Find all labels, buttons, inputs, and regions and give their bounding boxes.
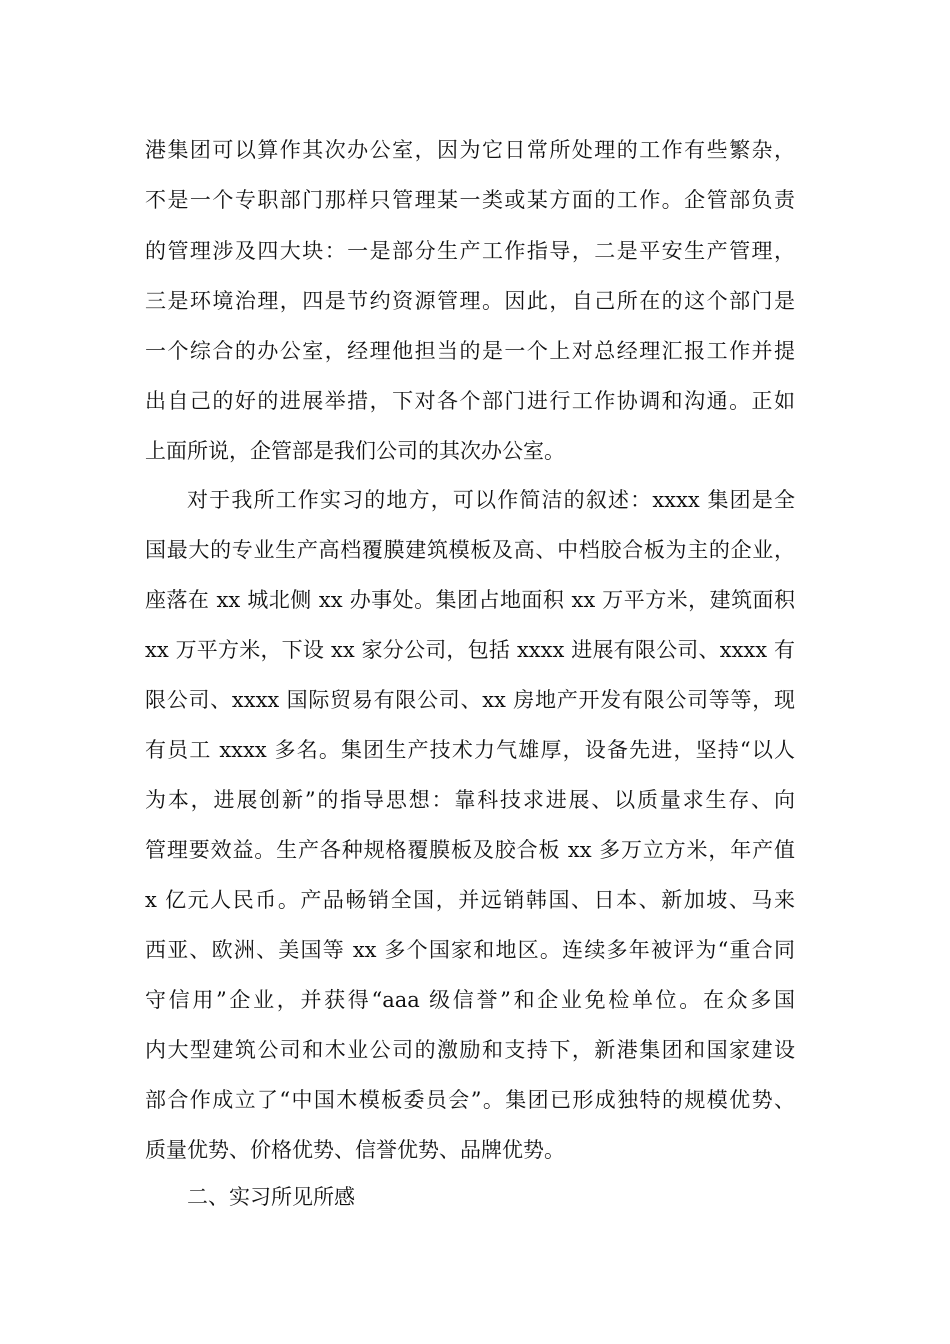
text-line: 质量优势、价格优势、信誉优势、品牌优势。 [145, 1138, 565, 1162]
text-line: 西亚、欧洲、美国等 xx 多个国家和地区。连续多年被评为“重合同 [145, 938, 795, 962]
text-line: 不是一个专职部门那样只管理某一类或某方面的工作。企管部负责 [145, 188, 795, 212]
text-line: 国最大的专业生产高档覆膜建筑模板及高、中档胶合板为主的企业， [145, 538, 795, 562]
text-line: x 亿元人民币。产品畅销全国，并远销韩国、日本、新加坡、马来 [145, 888, 795, 912]
text-line: 守信用”企业，并获得“aaa 级信誉”和企业免检单位。在众多国 [145, 988, 795, 1012]
text-line: 有员工 xxxx 多名。集团生产技术力气雄厚，设备先进，坚持“以人 [145, 738, 795, 762]
text-line: 内大型建筑公司和木业公司的激励和支持下，新港集团和国家建设 [145, 1038, 795, 1062]
text-line: 三是环境治理，四是节约资源管理。因此，自己所在的这个部门是 [145, 289, 795, 313]
text-line: xx 万平方米，下设 xx 家分公司，包括 xxxx 进展有限公司、xxxx 有 [145, 638, 795, 662]
section-heading-text: 二、实习所见所感 [187, 1185, 355, 1209]
text-line: 的管理涉及四大块：一是部分生产工作指导，二是平安生产管理， [145, 239, 795, 263]
text-line: 部合作成立了“中国木模板委员会”。集团已形成独特的规模优势、 [145, 1088, 795, 1112]
text-line: 限公司、xxxx 国际贸易有限公司、xx 房地产开发有限公司等等，现 [145, 688, 795, 712]
text-line: 座落在 xx 城北侧 xx 办事处。集团占地面积 xx 万平方米，建筑面积 [145, 588, 795, 612]
text-line: 对于我所工作实习的地方，可以作简洁的叙述：xxxx 集团是全 [187, 488, 795, 512]
text-line: 一个综合的办公室，经理他担当的是一个上对总经理汇报工作并提 [145, 339, 795, 363]
text-line: 管理要效益。生产各种规格覆膜板及胶合板 xx 多万立方米，年产值 [145, 838, 795, 862]
text-line: 为本，进展创新”的指导思想：靠科技求进展、以质量求生存、向 [145, 788, 795, 812]
text-line: 出自己的好的进展举措，下对各个部门进行工作协调和沟通。正如 [145, 389, 795, 413]
text-line: 上面所说，企管部是我们公司的其次办公室。 [145, 439, 565, 463]
text-line: 港集团可以算作其次办公室，因为它日常所处理的工作有些繁杂， [145, 138, 795, 162]
